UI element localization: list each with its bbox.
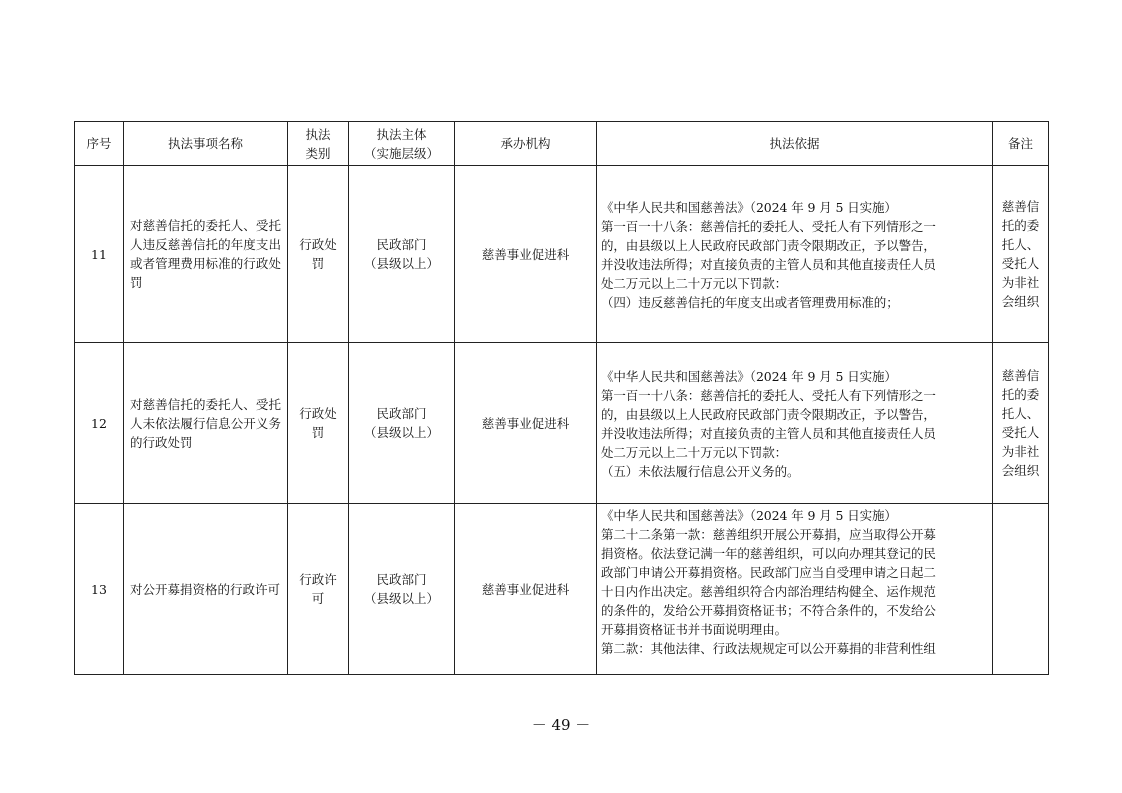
header-subject-line2: （实施层级） [363, 145, 439, 161]
basis-line: 并没收违法所得；对直接负责的主管人员和其他直接责任人员 [601, 426, 936, 441]
header-category [288, 122, 349, 166]
basis-line: 处二万元以上二十万元以下罚款： [601, 276, 788, 291]
header-agency: 承办机构 [455, 122, 597, 166]
table-row [75, 504, 1049, 675]
basis-line: 捐资格。依法登记满一年的慈善组织，可以向办理其登记的民 [601, 546, 936, 561]
row-item-name: 对公开募捐资格的行政许可 [124, 504, 288, 675]
basis-line: 并没收违法所得；对直接负责的主管人员和其他直接责任人员 [601, 257, 936, 272]
row-remark: 慈善信托的委托人、受托人为非社会组织 [993, 166, 1049, 343]
header-subject [349, 122, 455, 166]
row-no: 12 [75, 343, 124, 504]
row-subject-line1: 民政部门 [376, 237, 427, 252]
row-subject [349, 504, 455, 675]
row-subject-line2: （县级以上） [363, 256, 439, 271]
basis-line: 开募捐资格证书并书面说明理由。 [601, 622, 788, 637]
row-subject [349, 166, 455, 343]
basis-line: 第二十二条第一款：慈善组织开展公开募捐，应当取得公开募 [601, 527, 936, 542]
basis-line: 《中华人民共和国慈善法》（2024 年 9 月 5 日实施） [601, 508, 897, 523]
header-no: 序号 [75, 122, 124, 166]
enforcement-table [74, 121, 1049, 675]
row-legal-basis [597, 343, 993, 504]
row-subject-line2: （县级以上） [363, 425, 439, 440]
basis-line: 第二款：其他法律、行政法规规定可以公开募捐的非营利性组 [601, 641, 936, 656]
row-subject-line1: 民政部门 [376, 406, 427, 421]
basis-line: 《中华人民共和国慈善法》（2024 年 9 月 5 日实施） [601, 200, 897, 215]
row-agency: 慈善事业促进科 [455, 504, 597, 675]
basis-line: 处二万元以上二十万元以下罚款： [601, 445, 788, 460]
table-header-row [75, 122, 1049, 166]
table-row [75, 343, 1049, 504]
table-row [75, 166, 1049, 343]
row-category: 行政处罚 [288, 343, 349, 504]
row-item-name: 对慈善信托的委托人、受托人未依法履行信息公开义务的行政处罚 [124, 343, 288, 504]
header-category-line1: 执法 [305, 126, 331, 142]
header-name: 执法事项名称 [124, 122, 288, 166]
row-item-name: 对慈善信托的委托人、受托人违反慈善信托的年度支出或者管理费用标准的行政处罚 [124, 166, 288, 343]
basis-line: （五）未依法履行信息公开义务的。 [601, 464, 800, 479]
row-legal-basis [597, 504, 993, 675]
row-agency: 慈善事业促进科 [455, 166, 597, 343]
row-no: 13 [75, 504, 124, 675]
basis-line: 的条件的，发给公开募捐资格证书；不符合条件的，不发给公 [601, 603, 936, 618]
header-remark: 备注 [993, 122, 1049, 166]
header-basis: 执法依据 [597, 122, 993, 166]
row-no: 11 [75, 166, 124, 343]
basis-line: 政部门申请公开募捐资格。民政部门应当自受理申请之日起二 [601, 565, 936, 580]
row-remark [993, 504, 1049, 675]
page-number: － 49 － [531, 716, 591, 734]
basis-line: 的，由县级以上人民政府民政部门责令限期改正，予以警告， [601, 238, 936, 253]
header-subject-line1: 执法主体 [376, 126, 427, 142]
row-category: 行政处罚 [288, 166, 349, 343]
basis-line: 《中华人民共和国慈善法》（2024 年 9 月 5 日实施） [601, 369, 897, 384]
row-category: 行政许可 [288, 504, 349, 675]
row-subject-line1: 民政部门 [376, 572, 427, 587]
basis-line: 的，由县级以上人民政府民政部门责令限期改正，予以警告， [601, 407, 936, 422]
basis-line: 十日内作出决定。慈善组织符合内部治理结构健全、运作规范 [601, 584, 936, 599]
row-legal-basis [597, 166, 993, 343]
basis-line: 第一百一十八条：慈善信托的委托人、受托人有下列情形之一 [601, 388, 936, 403]
row-subject-line2: （县级以上） [363, 591, 439, 606]
row-remark: 慈善信托的委托人、受托人为非社会组织 [993, 343, 1049, 504]
row-agency: 慈善事业促进科 [455, 343, 597, 504]
header-category-line2: 类别 [305, 145, 331, 161]
row-subject [349, 343, 455, 504]
basis-line: （四）违反慈善信托的年度支出或者管理费用标准的； [601, 295, 899, 310]
basis-line: 第一百一十八条：慈善信托的委托人、受托人有下列情形之一 [601, 219, 936, 234]
